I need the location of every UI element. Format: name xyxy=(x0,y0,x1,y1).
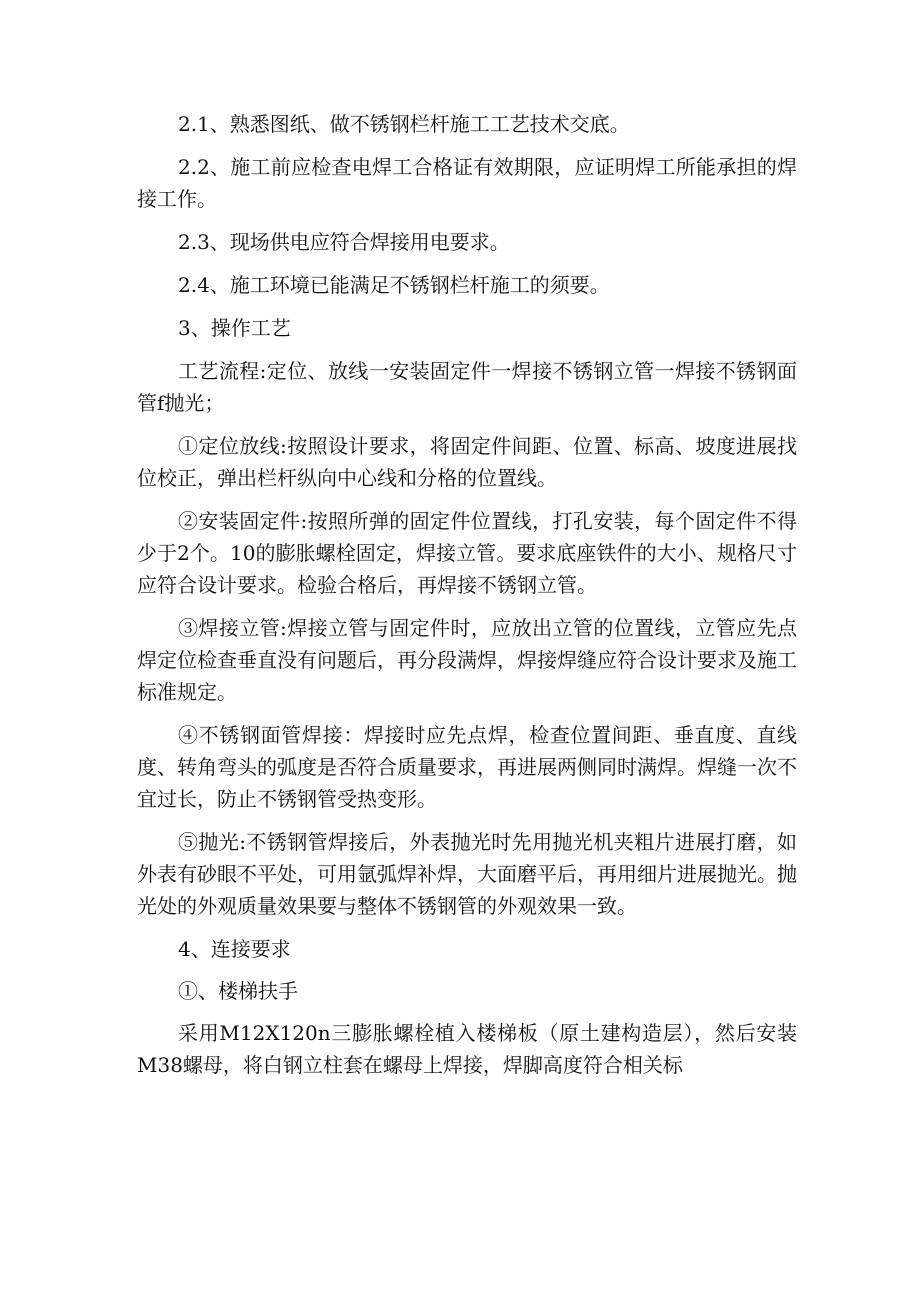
paragraph-step-install-fixings: ②安装固定件:按照所弹的固定件位置线，打孔安装，每个固定件不得少于2个。10的膨胀螺栓固定，焊接立管。要求底座铁件的大小、规格尺寸应符合设计要求。检验合格后，再焊接不锈钢立管。 xyxy=(137,509,797,597)
paragraph-2-2: 2.2、施工前应检查电焊工合格证有效期限，应证明焊工所能承担的焊接工作。 xyxy=(137,155,797,211)
paragraph-2-1: 2.1、熟悉图纸、做不锈钢栏杆施工工艺技术交底。 xyxy=(178,112,630,136)
paragraph-process-flow: 工艺流程:定位、放线一安装固定件一焊接不锈钢立管一焊接不锈钢面管f抛光； xyxy=(137,359,797,415)
paragraph-step-weld-top-rail: ④不锈钢面管焊接：焊接时应先点焊，检查位置间距、垂直度、直线度、转角弯头的弧度是否符合质量要求，再进展两侧同时满焊。焊缝一次不宜过长，防止不锈钢管受热变形。 xyxy=(137,723,797,811)
section-heading-connection-requirements: 4、连接要求 xyxy=(178,937,291,961)
paragraph-step-positioning: ①定位放线:按照设计要求，将固定件间距、位置、标高、坡度进展找位校正，弹出栏杆纵向中心线和分格的位置线。 xyxy=(137,434,797,490)
paragraph-2-3: 2.3、现场供电应符合焊接用电要求。 xyxy=(178,230,510,254)
paragraph-step-weld-uprights: ③焊接立管:焊接立管与固定件时，应放出立管的位置线，立管应先点焊定位检查垂直没有问题后，再分段满焊，焊接焊缝应符合设计要求及施工标准规定。 xyxy=(137,616,797,704)
subheading-stair-handrail: ①、楼梯扶手 xyxy=(178,979,298,1003)
section-heading-operation-process: 3、操作工艺 xyxy=(178,316,291,340)
paragraph-2-4: 2.4、施工环境已能满足不锈钢栏杆施工的须要。 xyxy=(178,273,610,297)
document-body xyxy=(137,108,797,1092)
paragraph-stair-handrail-method: 采用M12X120n三膨胀螺栓植入楼梯板（原土建构造层），然后安装M38螺母，将白钢立柱套在螺母上焊接，焊脚高度符合相关标 xyxy=(137,1021,797,1077)
paragraph-step-polishing: ⑤抛光:不锈钢管焊接后，外表抛光时先用抛光机夹粗片进展打磨，如外表有砂眼不平处，可用氩弧焊补焊，大面磨平后，再用细片进展抛光。抛光处的外观质量效果要与整体不锈钢管的外观效果一致。 xyxy=(137,830,797,918)
